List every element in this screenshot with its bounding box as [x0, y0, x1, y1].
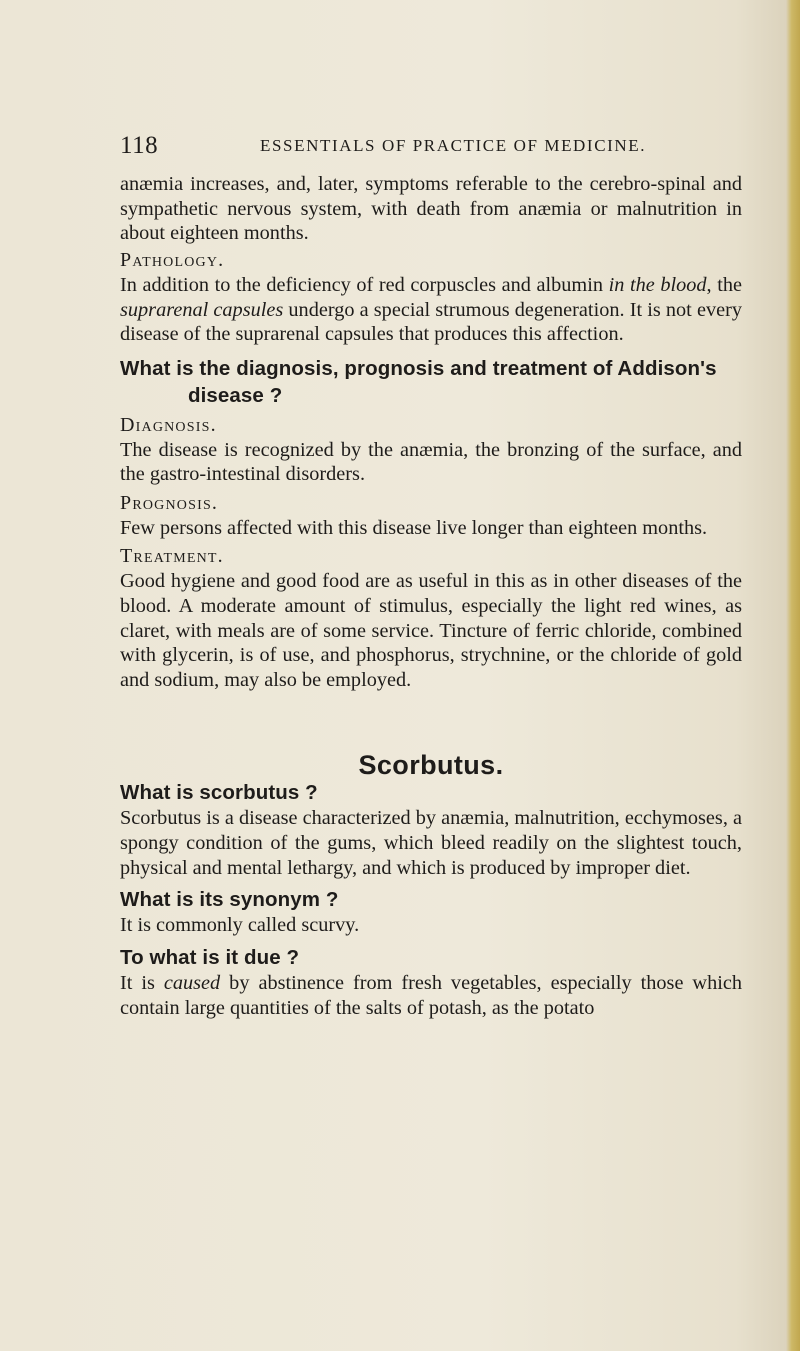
running-head: ESSENTIALS OF PRACTICE OF MEDICINE.	[260, 136, 647, 155]
page-body	[120, 172, 742, 1021]
italic-text: caused	[163, 972, 221, 995]
paragraph-diagnosis: The disease is recognized by the anæmia, the bronzing of the surface, and the gastro-intestinal disorders.	[120, 438, 742, 486]
paragraph-prognosis: Few persons affected with this disease live longer than eighteen months.	[120, 516, 708, 539]
subheading-pathology: Pathology.	[120, 249, 225, 272]
paragraph-scorbutus-definition: Scorbutus is a disease characterized by anæmia, malnutrition, ecchymoses, a spongy condition of the gums, which bleed readily on the slightest touch, physical and mental lethargy, and which is produced by improper diet.	[120, 807, 742, 879]
subheading-treatment: Treatment.	[120, 545, 224, 568]
section-title-scorbutus: Scorbutus.	[358, 749, 504, 780]
question-synonym: What is its synonym ?	[120, 888, 339, 912]
italic-text: suprarenal capsules	[120, 298, 284, 321]
subheading-prognosis: Prognosis.	[120, 492, 219, 515]
paragraph-pathology	[120, 273, 742, 347]
page-edge-gilt	[786, 0, 800, 1351]
question-cause: To what is it due ?	[120, 946, 300, 970]
question-what-is-scorbutus: What is scorbutus ?	[120, 781, 318, 805]
text-run: It is	[120, 972, 164, 995]
italic-text: in the blood	[608, 273, 707, 296]
text-run: by abstinence from fresh vegetables, especially those which contain large quantities of the salts of potash, as the potato	[120, 972, 742, 1019]
paragraph-cause	[120, 971, 742, 1020]
text-run: In addition to the deficiency of red corpuscles and albumin	[120, 273, 609, 296]
text-run: , the	[706, 273, 743, 296]
paragraph-synonym: It is commonly called scurvy.	[120, 914, 360, 937]
paragraph-continuation: anæmia increases, and, later, symptoms referable to the cerebro-spinal and sympathetic nervous system, with death from anæmia or malnutrition in about eighteen months.	[120, 173, 742, 245]
text-run: undergo a special strumous degeneration. It is not every disease of the suprarenal capsules that produces this affection.	[120, 298, 742, 346]
question-addisons: What is the diagnosis, prognosis and treatment of Addison's disease ?	[120, 356, 717, 407]
paragraph-treatment: Good hygiene and good food are as useful in this as in other diseases of the blood. A moderate amount of stimulus, especially the light red wines, as claret, with meals are of some service. Tincture of ferric chloride, combined with glycerin, is of use, and phosphorus, strychnine, or the chloride of gold and sodium, may also be employed.	[120, 570, 742, 691]
subheading-diagnosis: Diagnosis.	[120, 413, 217, 436]
page-number: 118	[120, 132, 159, 159]
page-header	[120, 132, 740, 164]
